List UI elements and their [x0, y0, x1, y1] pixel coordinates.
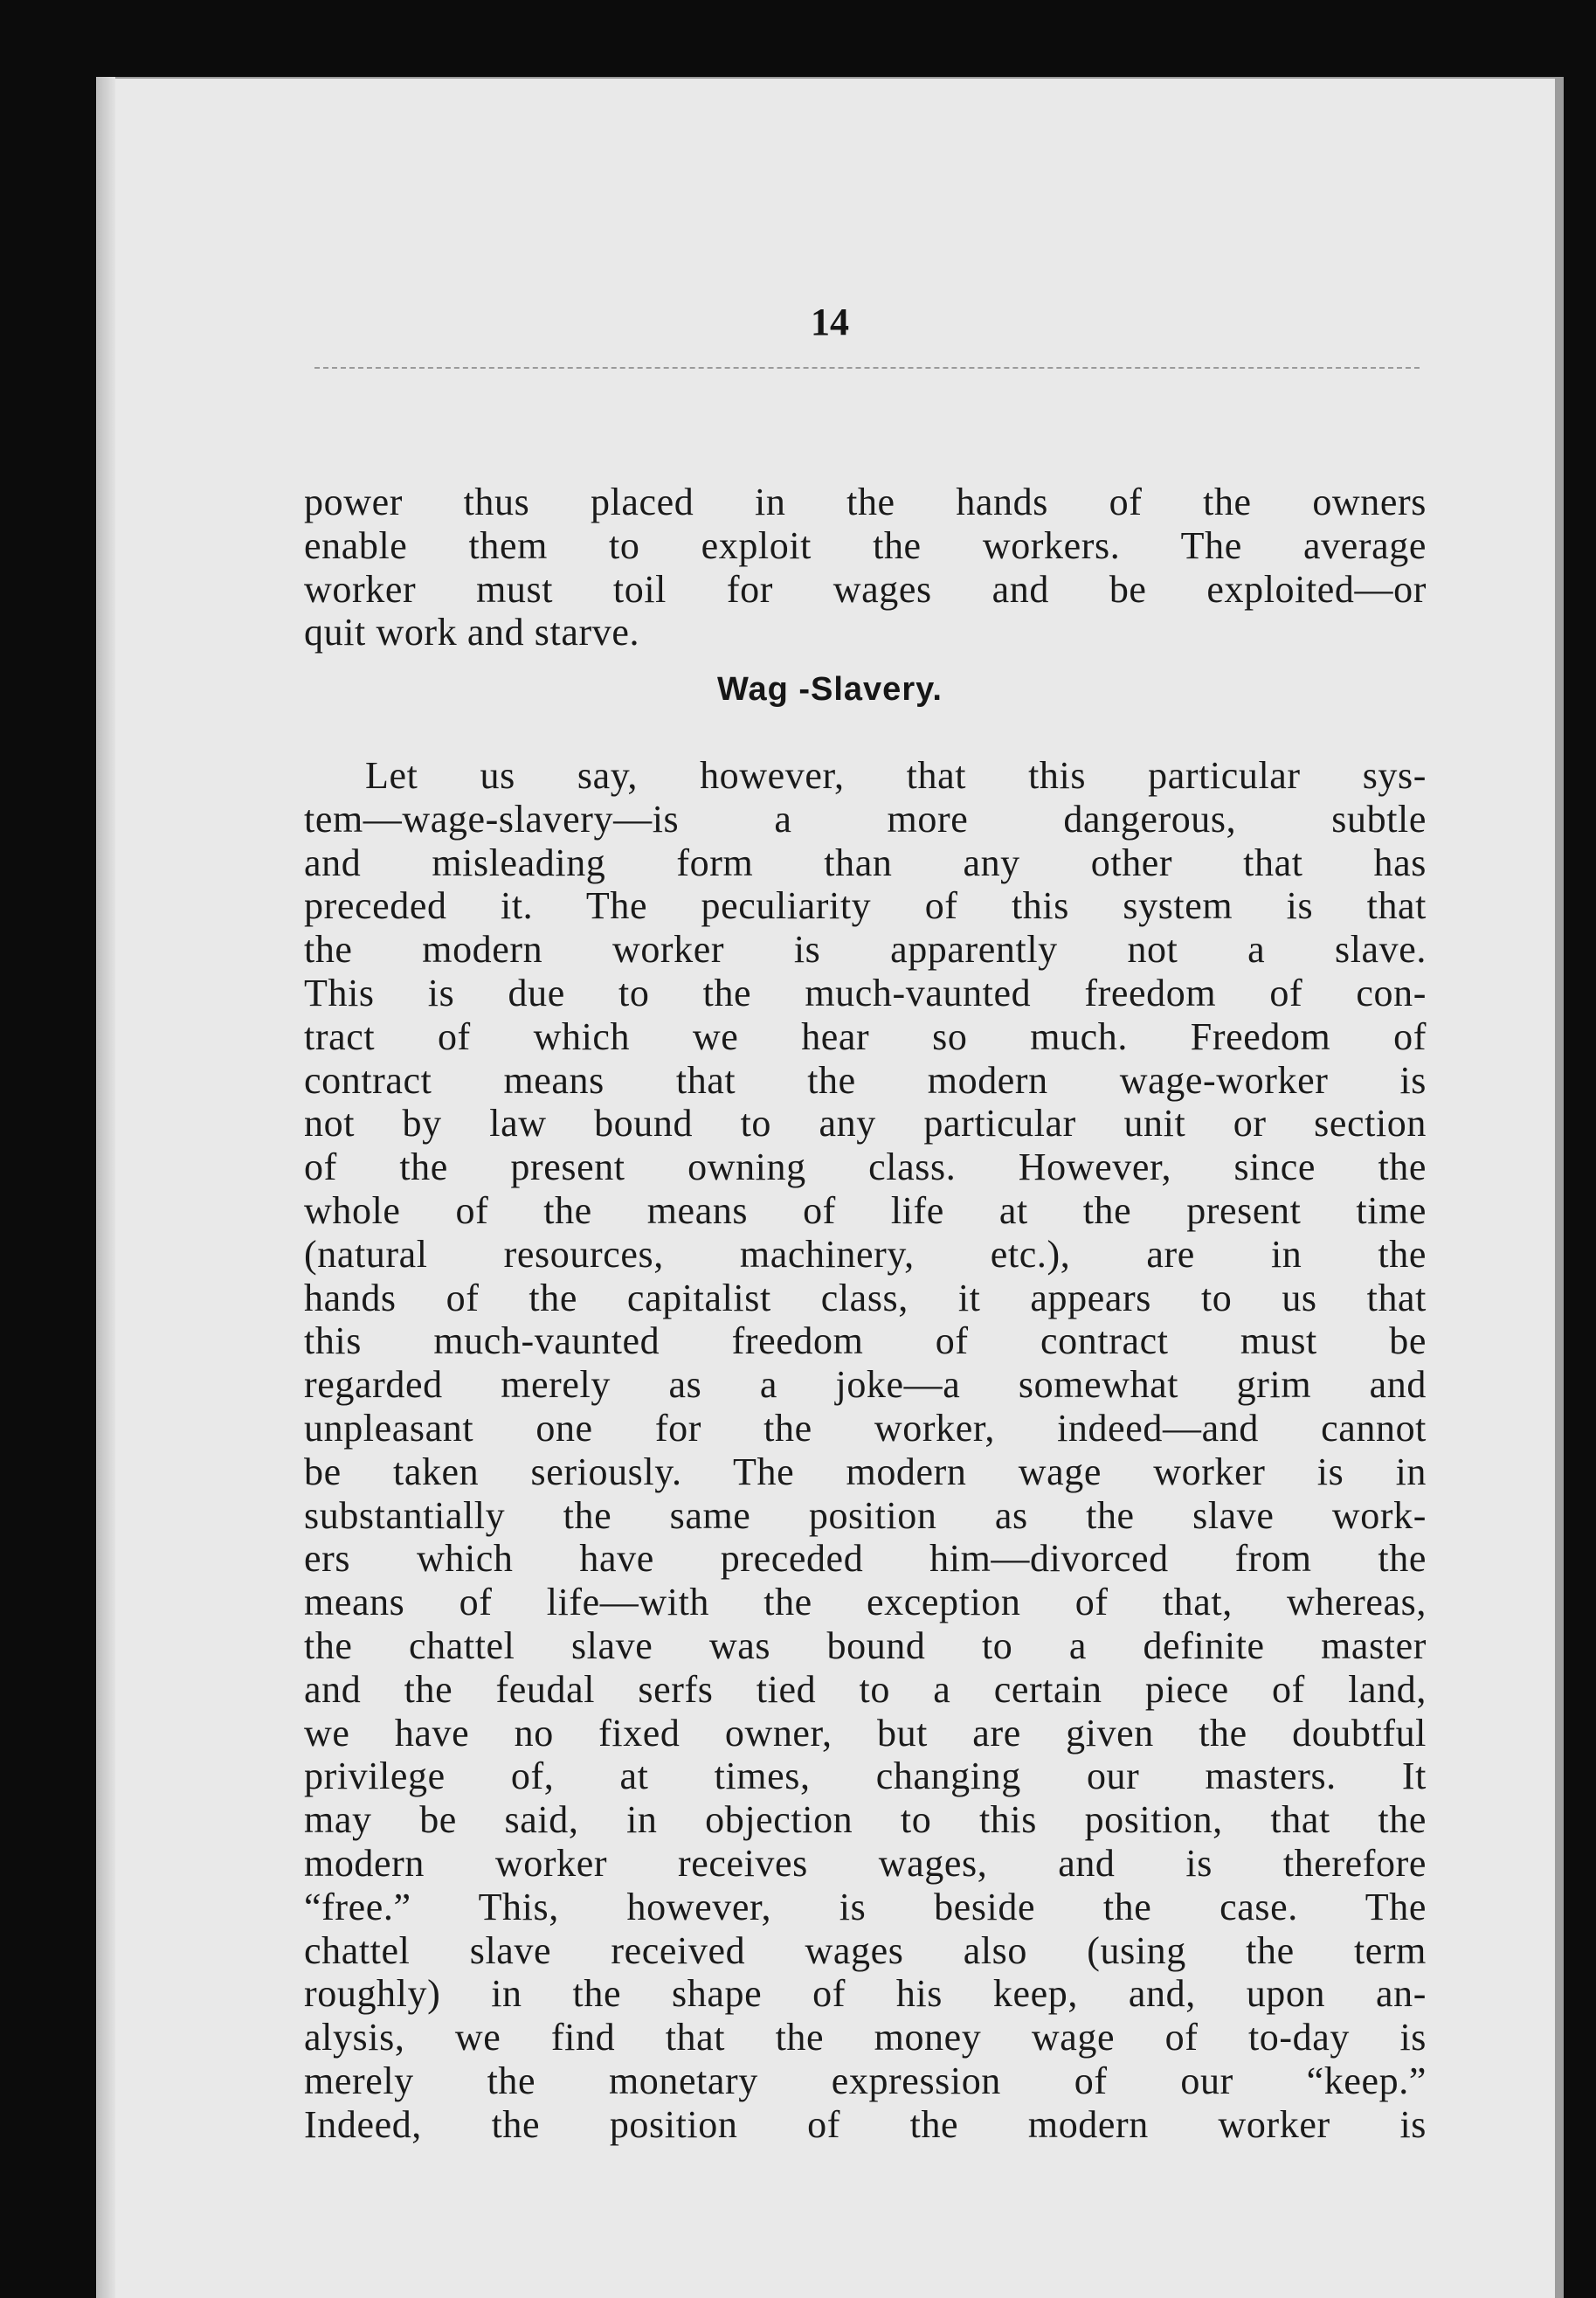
text-line: modern worker receives wages, and is therefore — [304, 1841, 1427, 1885]
text-line: this much-vaunted freedom of contract must be — [304, 1319, 1427, 1363]
text-line: be taken seriously. The modern wage worker is in — [304, 1450, 1427, 1493]
text-line: contract means that the modern wage-worker is — [304, 1058, 1427, 1102]
text-line: “free.” This, however, is beside the case. The — [304, 1885, 1427, 1928]
paragraph-wage-slavery — [304, 754, 1427, 2147]
text-line: worker must toil for wages and be exploited—or — [304, 567, 1427, 611]
book-page — [96, 77, 1564, 2298]
text-line: Indeed, the position of the modern worker is — [304, 2102, 1427, 2146]
text-line: quit work and starve. — [304, 611, 640, 654]
text-line: enable them to exploit the workers. The average — [304, 523, 1427, 567]
page-outer-edge — [1555, 77, 1564, 2298]
text-line: unpleasant one for the worker, indeed—and cannot — [304, 1406, 1427, 1450]
text-line: and the feudal serfs tied to a certain piece of land, — [304, 1667, 1427, 1711]
text-line: Let us say, however, that this particular sys- — [365, 754, 1427, 797]
text-line: hands of the capitalist class, it appears to us that — [304, 1276, 1427, 1319]
text-line: preceded it. The peculiarity of this system is that — [304, 884, 1427, 928]
text-line: alysis, we find that the money wage of to-day is — [304, 2016, 1427, 2059]
paragraph-continued — [304, 481, 1427, 654]
text-line: This is due to the much-vaunted freedom of con- — [304, 971, 1427, 1014]
text-line: power thus placed in the hands of the owners — [304, 481, 1427, 523]
text-line: means of life—with the exception of that, whereas, — [304, 1581, 1427, 1624]
text-line: tem—wage-slavery—is a more dangerous, subtle — [304, 797, 1427, 841]
text-line: privilege of, at times, changing our masters. It — [304, 1755, 1427, 1798]
text-line: the chattel slave was bound to a definite master — [304, 1623, 1427, 1667]
text-line: (natural resources, machinery, etc.), are in the — [304, 1232, 1427, 1276]
text-line: tract of which we hear so much. Freedom of — [304, 1014, 1427, 1058]
text-line: regarded merely as a joke—a somewhat grim and — [304, 1363, 1427, 1407]
text-line: we have no fixed owner, but are given the doubtful — [304, 1711, 1427, 1755]
text-line: and misleading form than any other that has — [304, 841, 1427, 884]
text-line: of the present owning class. However, since the — [304, 1146, 1427, 1189]
text-line: whole of the means of life at the present time — [304, 1188, 1427, 1232]
text-line: not by law bound to any particular unit or section — [304, 1102, 1427, 1146]
text-line: substantially the same position as the slave work- — [304, 1493, 1427, 1537]
text-line: may be said, in objection to this position, that the — [304, 1798, 1427, 1842]
text-line: roughly) in the shape of his keep, and, upon an- — [304, 1972, 1427, 2016]
text-line: the modern worker is apparently not a slave. — [304, 928, 1427, 972]
text-line: merely the monetary expression of our “keep.” — [304, 2059, 1427, 2102]
text-line: ers which have preceded him—divorced from the — [304, 1537, 1427, 1581]
page-number: 14 — [811, 301, 849, 343]
text-line: chattel slave received wages also (using the term — [304, 1928, 1427, 1972]
page-binding-edge — [96, 77, 115, 2298]
section-heading: Wag -Slavery. — [717, 671, 943, 708]
header-rule — [314, 367, 1420, 369]
